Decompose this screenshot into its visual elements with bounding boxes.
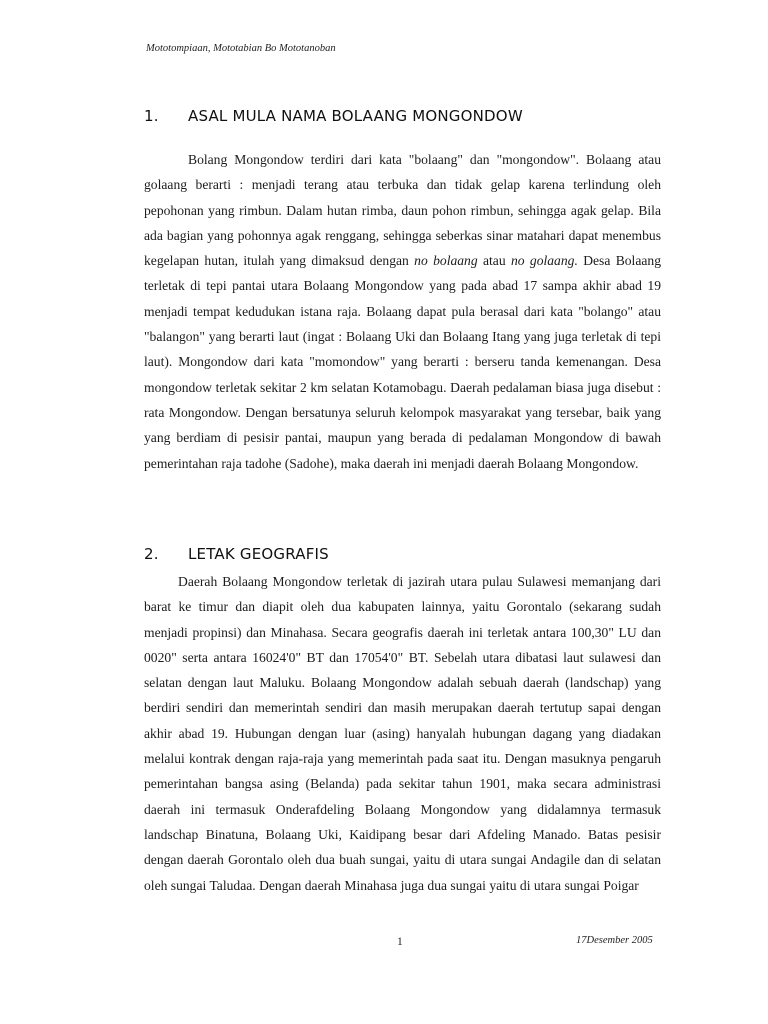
section-2-title: LETAK GEOGRAFIS (188, 545, 329, 563)
section-1-text-c: Desa Bolaang terletak di tepi pantai utara Bolaang Mongondow yang pada abad 17 sampa akhir abad 19 menjadi tempat kedudukan istana raja. Bolaang dapat pula berasal dari kata "bolango" atau "balangon" yang berarti laut (ingat : Bolaang Uki dan Bolaang Itang yang juga terletak di tepi laut). Mongondow dari kata "momondow" yang berarti : berseru tanda kemenangan. Desa mongondow terletak sekitar 2 km selatan Kotamobagu. Daerah pedalaman biasa juga disebut : rata Mongondow. Dengan bersatunya seluruh kelompok masyarakat yang tersebar, baik yang yang berdiam di pesisir pantai, maupun yang berada di pedalaman Mongondow di bawah pemerintahan raja tadohe (Sadohe), maka daerah ini menjadi daerah Bolaang Mongondow. (144, 253, 661, 471)
section-1-text-b: atau (477, 253, 511, 269)
section-1-italic-a: no bolaang (414, 253, 478, 269)
section-1-heading (144, 107, 523, 125)
section-2-heading (144, 545, 329, 563)
section-1-paragraph (144, 147, 661, 476)
page-number: 1 (397, 936, 403, 948)
running-header: Mototompiaan, Mototabian Bo Mototanoban (146, 43, 336, 54)
section-1-italic-b: no golaang. (510, 253, 578, 269)
section-2-paragraph: Daerah Bolaang Mongondow terletak di jazirah utara pulau Sulawesi memanjang dari barat ke timur dan diapit oleh dua kabupaten lainnya, yaitu Gorontalo (sekarang sudah menjadi propinsi) dan Minahasa. Secara geografis daerah ini terletak antara 100,30" LU dan 0020" serta antara 16024'0" BT dan 17054'0" BT. Sebelah utara dibatasi laut sulawesi dan selatan dengan laut Maluku. Bolaang Mongondow adalah sebuah daerah (landschap) yang berdiri sendiri dan memerintah sendiri dan masih merupakan daerah tertutup sapai dengan akhir abad 19. Hubungan dengan luar (asing) hanyalah hubungan dagang yang diadakan melalui kontrak dengan raja-raja yang memerintah pada saat itu. Dengan masuknya pengaruh pemerintahan bangsa asing (Belanda) pada sekitar tahun 1901, maka secara administrasi daerah ini termasuk Onderafdeling Bolaang Mongondow yang didalamnya termasuk landschap Binatuna, Bolaang Uki, Kaidipang besar dari Afdeling Manado. Batas pesisir dengan daerah Gorontalo oleh dua buah sungai, yaitu di utara sungai Andagile dan di selatan oleh sungai Taludaa. Dengan daerah Minahasa juga dua sungai yaitu di utara sungai Poigar (144, 574, 661, 893)
footer-date: 17Desember 2005 (576, 935, 653, 946)
section-1-text-a: Bolang Mongondow terdiri dari kata "bolaang" dan "mongondow". Bolaang atau golaang berarti : menjadi terang atau terbuka dan tidak gelap karena terlindung oleh pepohonan yang rimbun. Dalam hutan rimba, daun pohon rimbun, sehingga agak gelap. Bila ada bagian yang pohonnya agak renggang, sehingga seberkas sinar matahari dapat menembus kegelapan hutan, itulah yang dimaksud dengan (144, 152, 661, 269)
section-2-number: 2. (144, 545, 159, 563)
section-1-number: 1. (144, 107, 159, 125)
section-1-title: ASAL MULA NAMA BOLAANG MONGONDOW (188, 107, 523, 125)
